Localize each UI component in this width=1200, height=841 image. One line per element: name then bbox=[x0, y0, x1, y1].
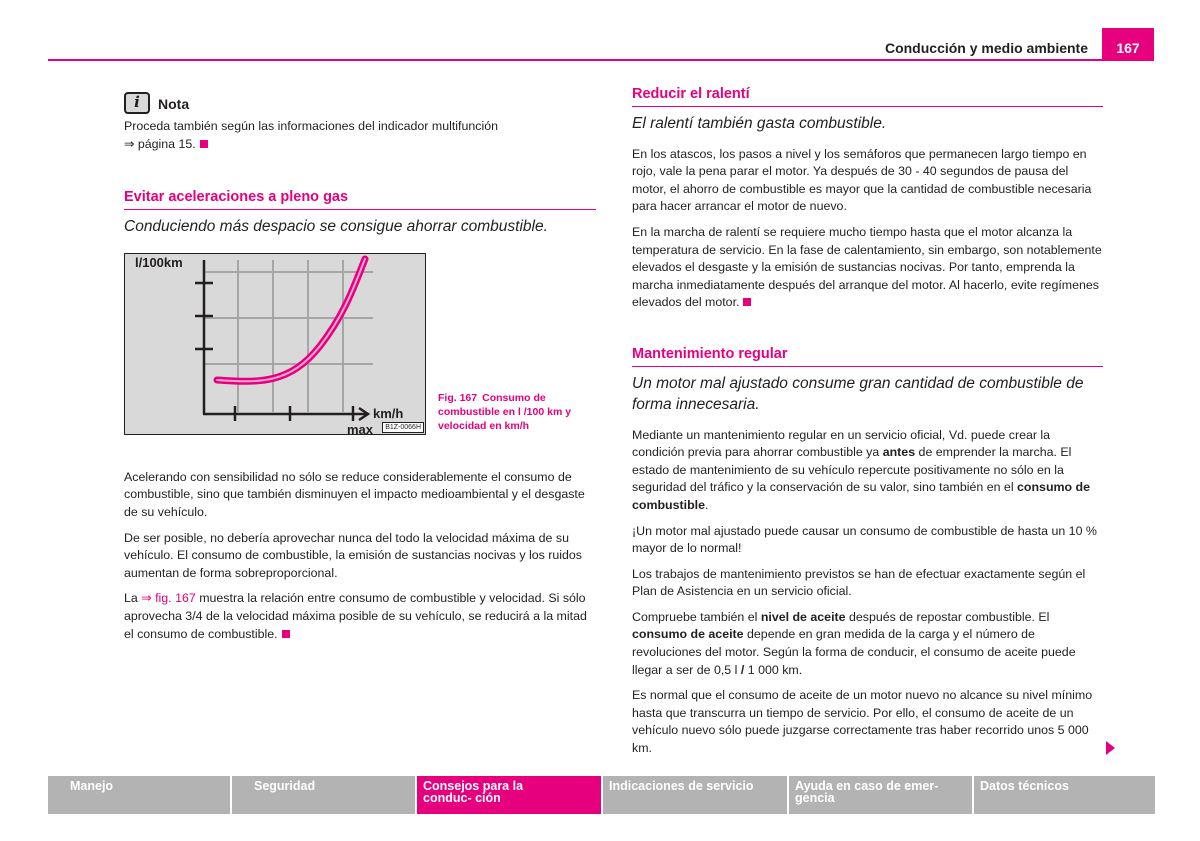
figure-167 bbox=[124, 253, 596, 435]
bold-run: / bbox=[740, 662, 745, 677]
right-column bbox=[632, 86, 1103, 766]
nav-tab-label: Ayuda en caso de emer- gencia bbox=[795, 779, 939, 805]
text-run: . bbox=[704, 497, 709, 512]
header-rule bbox=[48, 59, 1153, 61]
nav-tab-label: Manejo bbox=[70, 779, 114, 793]
note-page-ref[interactable]: página 15. bbox=[137, 136, 196, 151]
running-header-title: Conducción y medio ambiente bbox=[884, 40, 1088, 56]
nav-tab-ayuda[interactable] bbox=[789, 776, 972, 814]
nav-tab-indicaciones[interactable] bbox=[603, 776, 787, 814]
paragraph: ¡Un motor mal ajustado puede causar un consumo de combustible de hasta un 10 % mayor de lo normal! bbox=[632, 523, 1097, 556]
note-text bbox=[124, 118, 596, 153]
left-column bbox=[124, 92, 596, 651]
figure-code: B1Z-0066H bbox=[382, 422, 424, 433]
nav-tab-seguridad[interactable] bbox=[232, 776, 415, 814]
section-subtitle-idle: El ralentí también gasta combustible. bbox=[632, 114, 887, 132]
text-run: La bbox=[124, 591, 138, 606]
paragraph: De ser posible, no debería aprovechar nunca del todo la velocidad máxima de su vehículo. El consumo de combustible, la emisión de sustancias nocivas y los ruidos aumentan de forma sobreproporcional. bbox=[124, 530, 582, 580]
figure-caption-number: Fig. 167 bbox=[438, 391, 478, 404]
paragraph: En los atascos, los pasos a nivel y los semáforos que permanecen largo tiempo en rojo, vale la pena parar el motor. Ya después de 30 - 40 segundos de pausa del motor, el ahorro de combustible es mayor que la cantidad de combustible necesaria para hacer arrancar el motor de nuevo. bbox=[632, 146, 1092, 214]
info-icon: i bbox=[124, 92, 150, 114]
paragraph bbox=[124, 590, 596, 643]
paragraph: Es normal que el consumo de aceite de un motor nuevo no alcance su nivel mínimo hasta que transcurra un tiempo de servicio. Por ello, el consumo de aceite de un vehículo nuevo sólo puede juzgarse correctamente tras haber recorrido unos 5 000 km. bbox=[632, 688, 1093, 756]
arrow-icon: ⇒ bbox=[141, 591, 152, 606]
consumption-curve-graphic bbox=[125, 254, 425, 434]
paragraph bbox=[632, 427, 1103, 515]
note-box bbox=[124, 92, 596, 153]
text-run: muestra la relación entre consumo de combustible y velocidad. Si sólo aprovecha 3/4 de la velocidad máxima posible de su vehículo, se reducirá a la mitad el consumo de combustible. bbox=[124, 591, 587, 641]
bold-run: nivel de aceite bbox=[760, 609, 846, 624]
text-run: Compruebe también el bbox=[632, 609, 758, 624]
end-square-icon bbox=[282, 630, 290, 638]
note-arrow-icon: ⇒ bbox=[124, 136, 135, 151]
end-square-icon bbox=[200, 140, 208, 148]
text-run: de emprender la marcha. El estado de mantenimiento de su vehículo repercute positivamente no sólo en la seguridad del tráfico y la conservación de su valor, sino también en el bbox=[632, 445, 1072, 495]
nav-tab-datos[interactable] bbox=[974, 776, 1155, 814]
text-run: En la marcha de ralentí se requiere mucho tiempo hasta que el motor alcanza la temperatura de servicio. En la fase de calentamiento, sin embargo, son notablemente elevados el desgaste y la emisión de sustancias nocivas. Por tanto, emprenda la marcha inmediatamente después del arranque del motor. Al hacerlo, evite regímenes elevados del motor. bbox=[632, 224, 1102, 310]
paragraph: Acelerando con sensibilidad no sólo se reduce considerablemente el consumo de combustible, sino que también disminuyen el impacto medioambiental y el desgaste de su vehículo. bbox=[124, 469, 585, 519]
section-title-acceleration: Evitar aceleraciones a pleno gas bbox=[124, 189, 596, 210]
section-title-idle: Reducir el ralentí bbox=[632, 86, 1103, 107]
section-title-maintenance: Mantenimiento regular bbox=[632, 346, 1103, 367]
note-body: Proceda también según las informaciones del indicador multifunción bbox=[124, 119, 498, 133]
bold-run: consumo de aceite bbox=[632, 627, 744, 642]
text-run: depende en gran medida de la carga y el número de revoluciones del motor. Según la forma de conducir, el consumo de aceite puede llegar a ser de 0,5 l bbox=[632, 627, 1076, 677]
bold-run: consumo de combustible bbox=[632, 480, 1091, 512]
text-run: después de repostar combustible. El bbox=[848, 609, 1050, 624]
paragraph: Los trabajos de mantenimiento previstos se han de efectuar exactamente según el Plan de Asistencia en un servicio oficial. bbox=[632, 566, 1086, 599]
paragraph bbox=[632, 224, 1103, 312]
nav-tab-label: Seguridad bbox=[254, 779, 316, 793]
consumption-speed-figure bbox=[124, 253, 426, 435]
page-number: 167 bbox=[1102, 28, 1154, 61]
end-square-icon bbox=[743, 298, 751, 306]
figure-link[interactable]: fig. 167 bbox=[155, 591, 196, 606]
continue-arrow-icon[interactable] bbox=[1106, 741, 1115, 755]
x-axis-label: km/h bbox=[373, 405, 404, 421]
nav-tab-label: Datos técnicos bbox=[980, 779, 1069, 793]
nav-tab-consejos[interactable] bbox=[417, 776, 601, 814]
figure-caption-text: Consumo de combustible en l /100 km y velocidad en km/h bbox=[438, 391, 572, 432]
paragraph bbox=[632, 609, 1103, 679]
nav-tab-label: Indicaciones de servicio bbox=[609, 779, 754, 793]
y-axis-label: l/100km bbox=[135, 254, 183, 270]
bold-run: antes bbox=[882, 445, 916, 460]
nav-tab-label: Consejos para la conduc- ción bbox=[423, 779, 524, 805]
x-axis-max-label: max bbox=[347, 421, 374, 434]
section-subtitle-acceleration: Conduciendo más despacio se consigue ahorrar combustible. bbox=[124, 217, 548, 235]
section-subtitle-maintenance: Un motor mal ajustado consume gran cantidad de combustible de forma innecesaria. bbox=[632, 374, 1084, 413]
figure-caption bbox=[438, 391, 578, 433]
text-run: Mediante un mantenimiento regular en un servicio oficial, Vd. puede crear la condición previa para ahorrar combustible ya bbox=[632, 427, 1051, 460]
footer-nav bbox=[48, 776, 1155, 814]
nav-tab-manejo[interactable] bbox=[48, 776, 230, 814]
note-title: Nota bbox=[158, 96, 190, 113]
text-run: 1 000 km. bbox=[747, 662, 803, 677]
